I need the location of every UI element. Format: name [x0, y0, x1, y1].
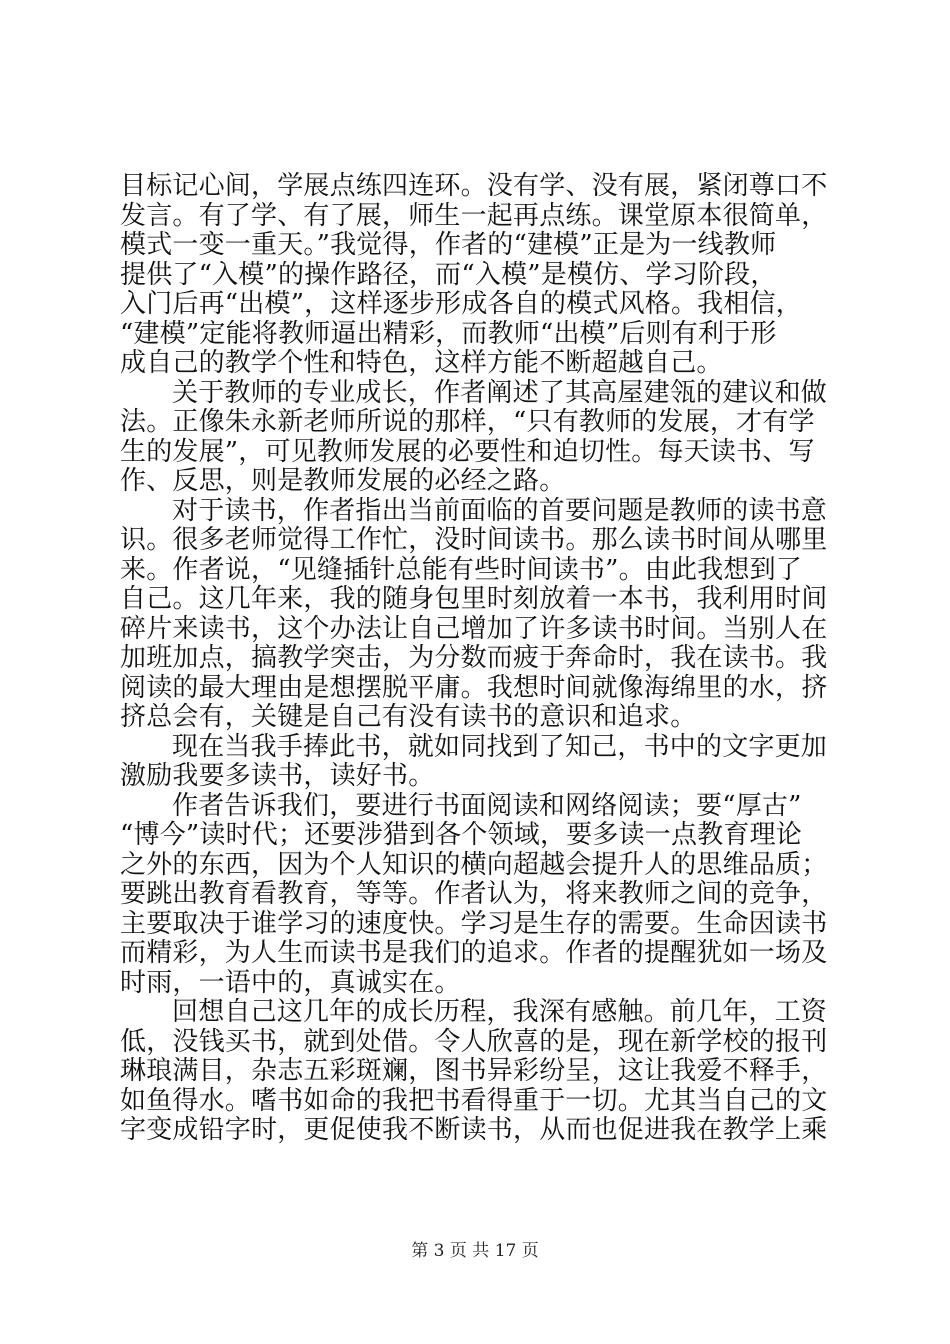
- text-line: 碎片来读书，这个办法让自己增加了许多读书时间。当别人在: [120, 613, 828, 644]
- paragraph: [120, 379, 840, 497]
- text-line: 激励我要多读书，读好书。: [120, 761, 435, 791]
- text-line: 主要取决于谁学习的速度快。学习是生存的需要。生命因读书: [120, 908, 828, 939]
- text-line: 要跳出教育看教育，等等。作者认为，将来教师之间的竞争，: [120, 879, 828, 909]
- paragraph: [120, 792, 840, 999]
- text-line: 来。作者说，“见缝插针总能有些时间读书”。由此我想到了: [120, 554, 802, 585]
- text-line: 对于读书，作者指出当前面临的首要问题是教师的读书意: [172, 495, 828, 526]
- paragraph: [120, 998, 840, 1146]
- paragraph: [120, 172, 840, 379]
- text-line: 字变成铅字时，更促使我不断读书，从而也促进我在教学上乘: [120, 1115, 828, 1145]
- text-line: 入门后再“出模”，这样逐步形成各自的模式风格。我相信，: [120, 289, 802, 319]
- text-line: 加班加点，搞教学突击，为分数而疲于奔命时，我在读书。我: [120, 643, 828, 673]
- text-line: 发言。有了学、有了展，师生一起再点练。课堂原本很简单，: [120, 200, 828, 231]
- text-line: 而精彩，为人生而读书是我们的追求。作者的提醒犹如一场及: [120, 938, 828, 968]
- text-line: 挤总会有，关键是自己有没有读书的意识和追求。: [120, 702, 697, 732]
- text-line: 法。正像朱永新老师所说的那样，“只有教师的发展，才有学: [120, 407, 815, 437]
- text-line: 提供了“入模”的操作路径，而“入模”是模仿、学习阶段，: [120, 259, 777, 290]
- text-line: 阅读的最大理由是想摆脱平庸。我想时间就像海绵里的水，挤: [120, 672, 828, 703]
- page-footer: 第 3 页 共 17 页: [411, 1241, 539, 1261]
- text-line: 现在当我手捧此书，就如同找到了知己，书中的文字更加: [172, 731, 828, 762]
- text-line: 之外的东西，因为个人知识的横向超越会提升人的思维品质；: [120, 849, 828, 880]
- text-line: 如鱼得水。嗜书如命的我把书看得重于一切。尤其当自己的文: [120, 1085, 828, 1116]
- text-line: 自己。这几年来，我的随身包里时刻放着一本书，我利用时间: [120, 584, 828, 614]
- text-line: 琳琅满目，杂志五彩斑斓，图书异彩纷呈，这让我爱不释手，: [120, 1056, 828, 1086]
- text-line: 关于教师的专业成长，作者阐述了其高屋建瓴的建议和做: [172, 377, 828, 408]
- text-line: 时雨，一语中的，真诚实在。: [120, 967, 461, 998]
- text-line: 成自己的教学个性和特色，这样方能不断超越自己。: [120, 348, 723, 378]
- text-line: 目标记心间，学展点练四连环。没有学、没有展，紧闭尊口不: [120, 171, 828, 201]
- text-line: 低，没钱买书，就到处借。令人欣喜的是，现在新学校的报刊: [120, 1026, 828, 1057]
- text-line: 回想自己这几年的成长历程，我深有感触。前几年，工资: [172, 997, 828, 1027]
- text-line: 生的发展”，可见教师发展的必要性和迫切性。每天读书、写: [120, 436, 815, 467]
- text-line: “建模”定能将教师逼出精彩，而教师“出模”后则有利于形: [120, 318, 777, 349]
- paragraph: [120, 733, 840, 792]
- text-line: 识。很多老师觉得工作忙，没时间读书。那么读书时间从哪里: [120, 525, 828, 555]
- text-line: 模式一变一重天。”我觉得，作者的“建模”正是为一线教师: [120, 230, 777, 260]
- text-line: “博今”读时代；还要涉猎到各个领域，要多读一点教育理论: [120, 820, 802, 850]
- body-text: [120, 172, 840, 1146]
- text-line: 作、反思，则是教师发展的必经之路。: [120, 466, 566, 496]
- text-line: 作者告诉我们，要进行书面阅读和网络阅读；要“厚古”: [172, 790, 802, 821]
- paragraph: [120, 497, 840, 733]
